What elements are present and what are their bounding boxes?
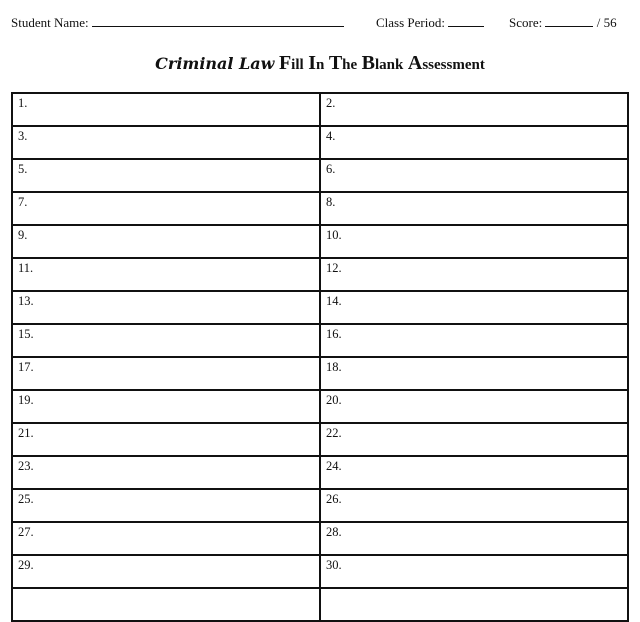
title-word: Blank (361, 52, 404, 74)
table-row (12, 192, 628, 225)
table-row (12, 357, 628, 390)
table-row (12, 324, 628, 357)
answer-cell[interactable]: 8. (320, 192, 628, 225)
table-row (12, 489, 628, 522)
answer-cell[interactable]: 20. (320, 390, 628, 423)
table-row (12, 390, 628, 423)
title-word: Fill (278, 52, 304, 74)
answer-cell[interactable]: 30. (320, 555, 628, 588)
answer-cell[interactable]: 5. (12, 159, 320, 192)
answer-cell[interactable]: 2. (320, 93, 628, 126)
student-name-label: Student Name: (11, 15, 89, 30)
score-total: / 56 (596, 15, 617, 30)
answer-cell[interactable]: 6. (320, 159, 628, 192)
answer-cell[interactable]: 10. (320, 225, 628, 258)
answer-cell[interactable]: 9. (12, 225, 320, 258)
answer-cell[interactable]: 14. (320, 291, 628, 324)
answer-cell[interactable]: 19. (12, 390, 320, 423)
answer-cell[interactable]: 27. (12, 522, 320, 555)
table-row (12, 225, 628, 258)
table-row (12, 258, 628, 291)
class-period-field[interactable] (376, 14, 484, 31)
table-row (12, 555, 628, 588)
student-name-blank[interactable] (92, 14, 344, 27)
answer-cell[interactable]: 4. (320, 126, 628, 159)
table-row (12, 456, 628, 489)
answer-cell[interactable]: 22. (320, 423, 628, 456)
score-label: Score: (509, 15, 543, 30)
class-period-label: Class Period: (376, 15, 445, 30)
answer-cell[interactable]: 7. (12, 192, 320, 225)
student-name-field[interactable] (11, 14, 344, 31)
answer-cell[interactable]: 18. (320, 357, 628, 390)
title-word: In (308, 52, 325, 74)
table-row (12, 126, 628, 159)
answer-cell[interactable]: 13. (12, 291, 320, 324)
answer-cell[interactable]: 26. (320, 489, 628, 522)
table-row (12, 291, 628, 324)
answer-cell[interactable]: 25. (12, 489, 320, 522)
table-row (12, 522, 628, 555)
answer-cell[interactable]: 23. (12, 456, 320, 489)
answer-cell[interactable]: 11. (12, 258, 320, 291)
answer-cell[interactable]: 29. (12, 555, 320, 588)
answer-cell[interactable]: 21. (12, 423, 320, 456)
class-period-blank[interactable] (448, 14, 484, 27)
title-italic: Criminal Law (155, 54, 275, 73)
score-blank[interactable] (545, 14, 593, 27)
score-field[interactable] (509, 14, 617, 31)
table-row (12, 159, 628, 192)
answer-table (11, 92, 629, 622)
title-word: Assessment (407, 52, 485, 74)
page-title (0, 52, 640, 75)
title-word: The (328, 52, 358, 74)
answer-cell[interactable]: 16. (320, 324, 628, 357)
table-row (12, 423, 628, 456)
answer-cell[interactable]: 28. (320, 522, 628, 555)
table-row (12, 93, 628, 126)
answer-cell[interactable]: 3. (12, 126, 320, 159)
answer-cell[interactable]: 24. (320, 456, 628, 489)
answer-cell[interactable]: 17. (12, 357, 320, 390)
answer-cell[interactable]: 15. (12, 324, 320, 357)
answer-cell[interactable]: 12. (320, 258, 628, 291)
answer-cell[interactable]: 1. (12, 93, 320, 126)
